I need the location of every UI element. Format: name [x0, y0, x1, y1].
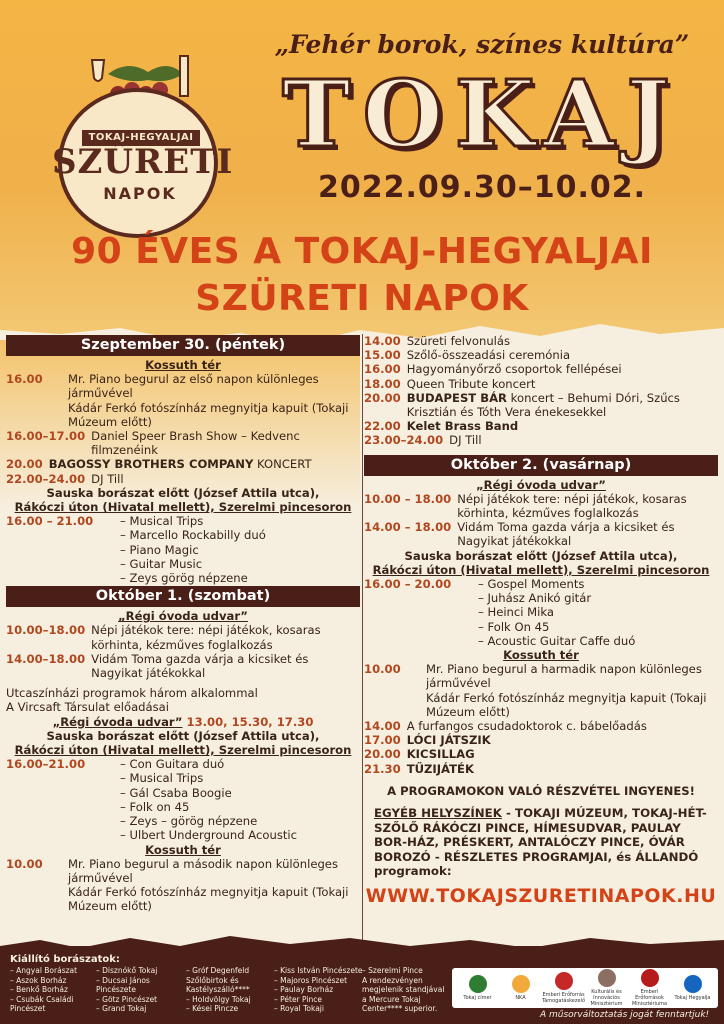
day-header-sep30: Szeptember 30. (péntek)	[6, 335, 360, 356]
program-time: 16.00 – 20.00	[364, 577, 452, 592]
logo-banner: TOKAJ-HEGYALJAI	[82, 130, 200, 146]
program-row	[6, 429, 360, 457]
festival-dates: 2022.09.30–10.02.	[317, 170, 647, 205]
program-row	[364, 334, 718, 348]
sponsor-logo: Kulturális és Innovációs Minisztérium	[587, 969, 627, 1007]
ministry-icon	[555, 972, 573, 990]
anniversary-headline	[0, 228, 724, 322]
act-item: – Juhász Anikó gitár	[478, 591, 592, 606]
act-item: – Folk on 45	[120, 799, 190, 814]
act-item: – Musical Trips	[120, 514, 204, 529]
program-time: 10.00 – 18.00	[364, 491, 452, 506]
coat-of-arms-icon	[469, 975, 487, 993]
program-desc: Mr. Piano begurul a második napon különleges járművével	[68, 856, 338, 885]
street-theatre-company: A Vircsaft Társulat előadásai	[6, 700, 170, 715]
program-time: 14.00–18.00	[6, 651, 86, 666]
program-desc: Kelet Brass Band	[406, 419, 519, 434]
disclaimer: A műsorváltoztatás jogát fenntartjuk!	[540, 1010, 710, 1020]
program-time: 20.00	[364, 390, 401, 405]
city-title: TOKAJ	[282, 60, 682, 168]
program-desc: Vidám Toma gazda várja a kicsiket és Nagyikat játékokkal	[91, 651, 309, 681]
act-item: – Marcello Rockabilly duó	[120, 528, 266, 543]
sponsor-logo: Emberi Erőforrások Minisztériuma	[630, 969, 670, 1007]
website-link[interactable]: WWW.TOKAJSZURETINAPOK.HU	[365, 885, 717, 908]
act-item: – Heinci Mika	[478, 605, 555, 620]
act-item: – Piano Magic	[120, 542, 199, 557]
free-entry-note: A PROGRAMOKON VALÓ RÉSZVÉTEL INGYENES!	[387, 783, 695, 798]
sponsor-logo: NKA	[501, 975, 541, 1001]
program-desc: LÓCI JÁTSZIK	[406, 733, 491, 748]
act-item: – Ulbert Underground Acoustic	[120, 828, 297, 843]
act-item: – Zeys – görög népzene	[120, 814, 258, 829]
act-list	[478, 577, 718, 648]
ministry-icon	[598, 969, 616, 987]
program-time: 22.00–24.00	[6, 471, 86, 486]
program-row	[364, 377, 718, 391]
sponsor-logo: Emberi Erőforrás Támogatáskezelő	[544, 972, 584, 1004]
venue-heading: Rákóczi úton (Hivatal mellett), Szerelmi pincesoron	[14, 743, 352, 758]
program-time: 20.00	[6, 457, 43, 472]
act-item: – Gál Csaba Boogie	[120, 785, 232, 800]
act-item: – Folk On 45	[478, 619, 550, 634]
program-row	[6, 457, 360, 471]
venue-heading: Rákóczi úton (Hivatal mellett), Szerelmi pincesoron	[372, 562, 710, 577]
program-time: 16.00	[364, 362, 401, 377]
festival-logo	[30, 18, 240, 223]
program-desc: BAGOSSY BROTHERS COMPANY	[48, 457, 254, 472]
exhibitors-column: – Angyal Borászat – Aszok Borház – Benkő Borház – Csubák Családi Pincészet	[10, 966, 78, 1013]
compass-icon	[684, 975, 702, 993]
program-desc: Daniel Speer Brash Show – Kedvenc filmzenéink	[91, 429, 300, 458]
program-row	[364, 419, 718, 433]
program-desc: koncert – Behumi Dóri, Szűcs Krisztián és Tóth Vera énekesekkel	[406, 390, 680, 420]
program-row	[364, 348, 718, 362]
street-theatre-venue: „Régi óvoda udvar” 13.00, 15.30, 17.30	[52, 714, 314, 729]
program-desc: KICSILLAG	[406, 747, 475, 762]
right-column	[364, 334, 718, 908]
program-time: 23.00–24.00	[364, 433, 444, 448]
other-venues-note: EGYÉB HELYSZÍNEK - TOKAJI MÚZEUM, TOKAJ-HÉT-SZŐLŐ RÁKÓCZI PINCE, HÍMESUDVAR, PAULAY BOR-HÁZ, PRÉSKERT, ANTALÓCZY PINCE, ÓVÁR BOROZÓ - RÉSZLETES PROGRAMJAI, és ÁLLANDÓ programok:	[374, 806, 707, 879]
venue-heading: „Régi óvoda udvar”	[118, 609, 248, 624]
venue-heading: Kossuth tér	[503, 648, 579, 663]
act-item: – Guitar Music	[120, 556, 203, 571]
act-item: – Con Guitara duó	[120, 757, 225, 772]
program-row	[364, 391, 718, 419]
nka-icon	[512, 975, 530, 993]
act-list	[120, 757, 360, 842]
venue-heading: Rákóczi úton (Hivatal mellett), Szerelmi pincesoron	[14, 500, 352, 515]
venue-heading: „Régi óvoda udvar”	[476, 477, 606, 492]
footer	[0, 946, 724, 1024]
venue-heading: Sauska borászat előtt (József Attila utca),	[46, 728, 320, 743]
sponsor-logos	[452, 968, 718, 1008]
program-time: 22.00	[364, 419, 401, 434]
ministry-icon	[641, 969, 659, 987]
program-time: 14.00	[364, 719, 401, 734]
act-item: – Musical Trips	[120, 771, 204, 786]
program-row	[6, 472, 360, 486]
program-desc: Népi játékok tere: népi játékok, kosaras körhinta, kézműves foglalkozás	[457, 491, 687, 521]
program-row	[6, 623, 360, 651]
program-time: 18.00	[364, 376, 401, 391]
program-time: 16.00 – 21.00	[6, 514, 94, 529]
program-row	[6, 857, 360, 914]
exhibitors-column: – Disznókő Tokaj – Ducsai János Pincészete – Götz Pincészet – Grand Tokaj	[96, 966, 158, 1013]
program-desc: Szőlő-összeadási ceremónia	[406, 348, 571, 363]
program-desc: TŰZIJÁTÉK	[406, 761, 474, 776]
program-desc: Hagyományőrző csoportok fellépései	[406, 362, 622, 377]
program-time: 16.00	[6, 372, 43, 387]
program-time: 10.00	[6, 856, 43, 871]
program-desc: Mr. Piano begurul az első napon különleges járművével	[68, 372, 319, 401]
program-desc: Népi játékok tere: népi játékok, kosaras körhinta, kézműves foglalkozás	[91, 623, 321, 652]
program-time: 16.00–17.00	[6, 429, 86, 444]
headline-line-1: 90 ÉVES A TOKAJ-HEGYALJAI	[71, 231, 653, 272]
program-row	[6, 514, 360, 585]
program-row	[364, 662, 718, 719]
act-list	[120, 514, 360, 585]
program-time: 16.00–21.00	[6, 757, 86, 772]
program-time: 10.00–18.00	[6, 623, 86, 638]
program-desc: Vidám Toma gazda várja a kicsiket és Nagyikat játékokkal	[457, 520, 675, 549]
program-desc: KONCERT	[257, 457, 312, 472]
program-row	[364, 747, 718, 761]
program-row	[364, 577, 718, 648]
logo-title: SZÜRETI	[52, 142, 234, 182]
act-item: – Zeys görög népzene	[120, 571, 248, 586]
program-row	[364, 520, 718, 548]
program-time: 21.30	[364, 761, 401, 776]
program-desc: Kádár Ferkó fotószínház megnyitja kapuit (Tokaji Múzeum előtt)	[68, 400, 349, 429]
program-row	[364, 433, 718, 447]
program-desc: BUDAPEST BÁR	[406, 390, 507, 405]
day-header-oct1: Október 1. (szombat)	[6, 586, 360, 607]
act-item: – Gospel Moments	[478, 577, 585, 592]
program-time: 20.00	[364, 747, 401, 762]
venue-heading: Kossuth tér	[145, 358, 221, 372]
program-row	[364, 492, 718, 520]
program-row	[6, 652, 360, 680]
program-row	[364, 762, 718, 776]
program-desc: Szüreti felvonulás	[406, 334, 511, 348]
program-time: 10.00	[364, 662, 401, 677]
venue-heading: Kossuth tér	[145, 842, 221, 857]
day-header-oct2: Október 2. (vasárnap)	[364, 455, 718, 476]
sponsor-logo: Tokaj címer	[458, 975, 498, 1001]
left-column	[6, 334, 360, 914]
program-row	[364, 733, 718, 747]
venue-heading: Sauska borászat előtt (József Attila utca),	[46, 485, 320, 500]
street-theatre-info: Utcaszínházi programok három alkalommal	[6, 686, 258, 701]
exhibitors-column: – Gróf Degenfeld Szőlőbirtok és Kastélyszálló**** – Holdvölgy Tokaj – Kései Pincze	[186, 966, 251, 1013]
program-desc: DJ Till	[449, 433, 482, 448]
program-desc: Queen Tribute koncert	[406, 376, 536, 391]
program-row	[364, 362, 718, 376]
act-item: – Acoustic Guitar Caffe duó	[478, 633, 636, 648]
exhibitors-column: – Kiss István Pincészete – Majoros Pincészet – Paulay Borház – Péter Pince – Royal Tokaji	[274, 966, 363, 1013]
logo-subtitle: NAPOK	[103, 184, 177, 203]
program-desc: A furfangos csudadoktorok c. bábelőadás	[406, 719, 647, 734]
program-desc: Kádár Ferkó fotószínház megnyitja kapuit (Tokaji Múzeum előtt)	[426, 690, 707, 719]
program-time: 14.00 – 18.00	[364, 520, 452, 535]
program-desc: Mr. Piano begurul a harmadik napon különleges járművével	[426, 662, 702, 691]
sponsor-logo: Tokaj Hegyalja	[673, 975, 713, 1001]
program-time: 17.00	[364, 733, 401, 748]
program-row	[6, 372, 360, 429]
exhibitors-column: – Szerelmi Pince A rendezvényen megjelenik standjával a Mercure Tokaj Center**** superior.	[362, 966, 445, 1013]
program-row	[364, 719, 718, 733]
venue-heading: Sauska borászat előtt (József Attila utca),	[404, 548, 678, 563]
headline-line-2: SZÜRETI NAPOK	[195, 278, 529, 319]
exhibitors-title: Kiállító borászatok:	[10, 954, 120, 965]
tagline: „Fehér borok, színes kultúra”	[274, 30, 690, 59]
column-divider	[362, 334, 363, 948]
program-time: 15.00	[364, 348, 401, 363]
program-desc: Kádár Ferkó fotószínház megnyitja kapuit (Tokaji Múzeum előtt)	[68, 885, 349, 914]
program-desc: DJ Till	[91, 471, 124, 486]
program-time: 14.00	[364, 334, 401, 348]
program-row	[6, 757, 360, 842]
